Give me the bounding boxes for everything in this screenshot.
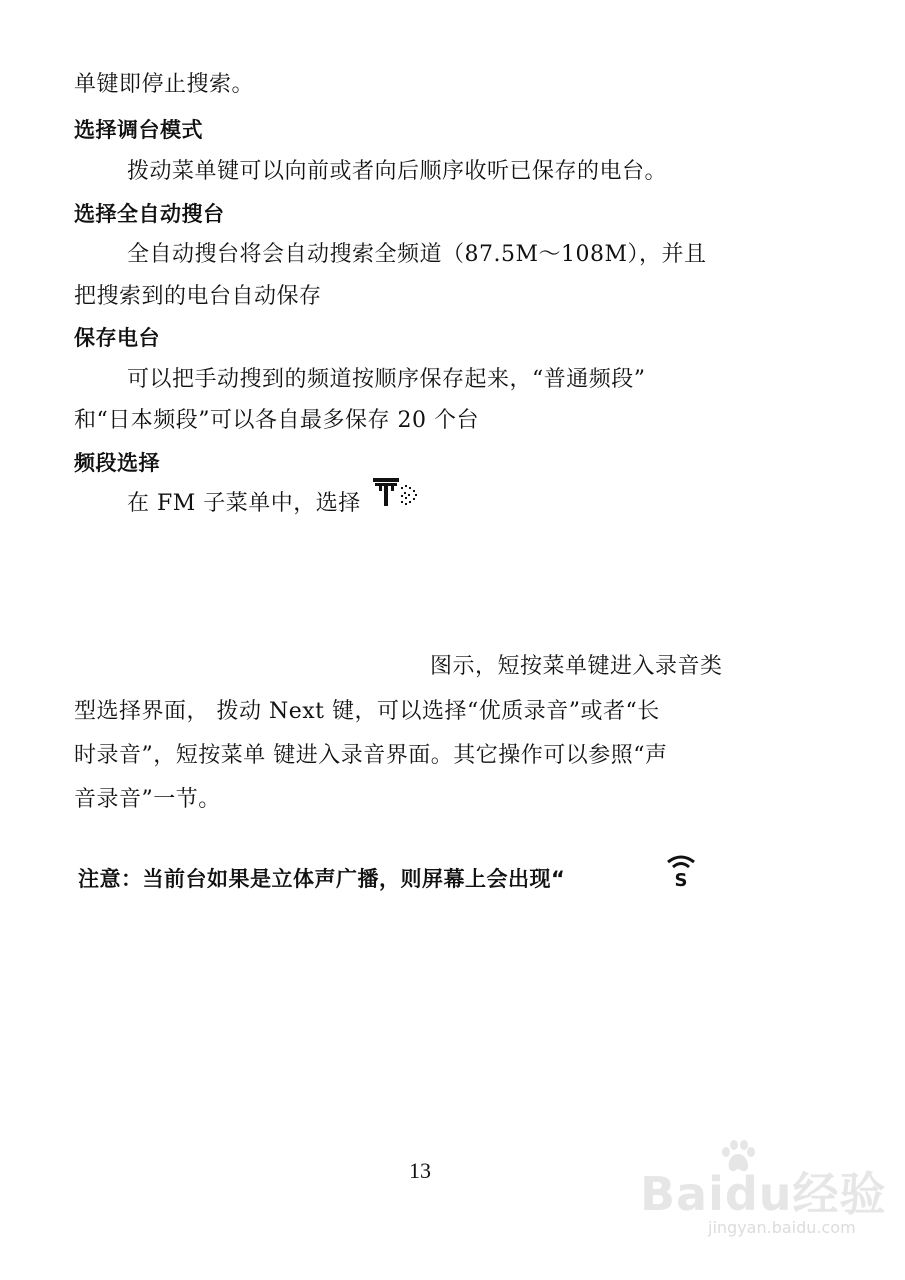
page-number: 13 [409,1158,431,1183]
paragraph-line: 型选择界面， 拨动 Next 键，可以选择“优质录音”或者“长 [74,699,660,724]
stereo-signal-icon [664,852,698,888]
section-heading-save-station: 保存电台 [74,326,160,350]
section-heading-auto-scan: 选择全自动搜台 [74,202,225,226]
paragraph-line: 可以把手动搜到的频道按顺序保存起来，“普通频段” [127,367,646,392]
watermark-brand: Baidu经验 [640,1167,887,1221]
paragraph-line: 图示，短按菜单键进入录音类 [430,654,723,679]
watermark-url: jingyan.baidu.com [708,1218,856,1237]
svg-text:S: S [674,870,688,888]
paragraph-line: 在 FM 子菜单中，选择 [127,491,361,516]
paragraph-line: 时录音”，短按菜单 键进入录音界面。其它操作可以参照“声 [74,743,668,768]
antenna-band-icon [371,475,425,509]
paragraph-line: 单键即停止搜索。 [74,72,255,97]
paragraph-line: 和“日本频段”可以各自最多保存 20 个台 [74,408,479,433]
paragraph-line: 音录音”一节。 [74,787,221,812]
paragraph-line: 拨动菜单键可以向前或者向后顺序收听已保存的电台。 [127,159,668,184]
paragraph-line: 全自动搜台将会自动搜索全频道（87.5M～108M），并且 [127,242,707,267]
section-heading-tuning-mode: 选择调台模式 [74,118,203,142]
paragraph-line: 把搜索到的电台自动保存 [74,284,322,309]
section-heading-band-select: 频段选择 [74,451,160,475]
note-line: 注意：当前台如果是立体声广播，则屏幕上会出现“ [78,867,566,891]
baidu-watermark [640,1140,890,1250]
